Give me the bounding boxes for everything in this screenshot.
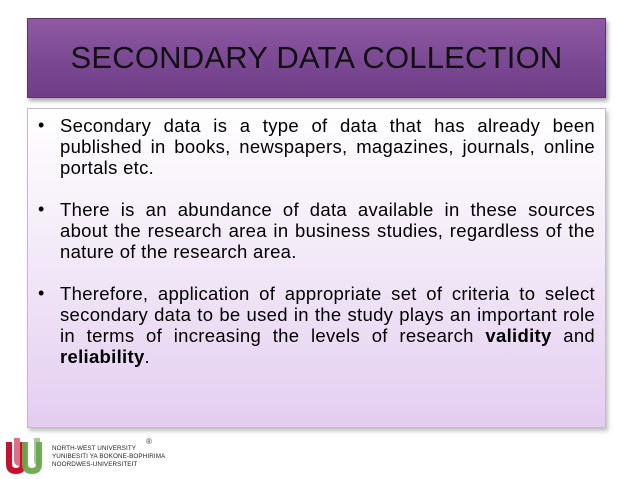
content-panel bbox=[27, 108, 606, 428]
bullet-item bbox=[38, 283, 595, 367]
slide-title: SECONDARY DATA COLLECTION bbox=[70, 40, 563, 75]
bullet-text-part: and bbox=[551, 325, 595, 346]
logo-line: YUNIBESITI YA BOKONE-BOPHIRIMA bbox=[52, 453, 166, 460]
logo-caption bbox=[52, 445, 165, 469]
bullet-text: Secondary data is a type of data that has already been published in books, newspapers, magazines, journals, online portals etc. bbox=[60, 115, 595, 178]
logo-line: NORTH-WEST UNIVERSITY bbox=[52, 445, 137, 452]
bullet-text bbox=[60, 283, 595, 367]
bullet-marker: • bbox=[38, 115, 45, 135]
registered-mark: ® bbox=[146, 437, 152, 446]
bullet-marker: • bbox=[38, 283, 45, 303]
emphasis-validity: validity bbox=[485, 325, 552, 346]
bullet-item bbox=[38, 199, 595, 262]
bullet-text-part: Therefore, application of appropriate set of criteria to select secondary data to be used in the study plays an important role in terms of increasing the levels of research bbox=[60, 283, 595, 346]
emphasis-reliability: reliability bbox=[60, 346, 145, 367]
bullet-text: There is an abundance of data available in these sources about the research area in business studies, regardless of the nature of the research area. bbox=[60, 199, 595, 262]
title-banner bbox=[27, 18, 606, 98]
bullet-item bbox=[38, 115, 595, 178]
bullet-marker: • bbox=[38, 199, 45, 219]
bullet-text-part: . bbox=[144, 346, 150, 367]
logo-line: NOORDWES-UNIVERSITEIT bbox=[52, 461, 138, 468]
